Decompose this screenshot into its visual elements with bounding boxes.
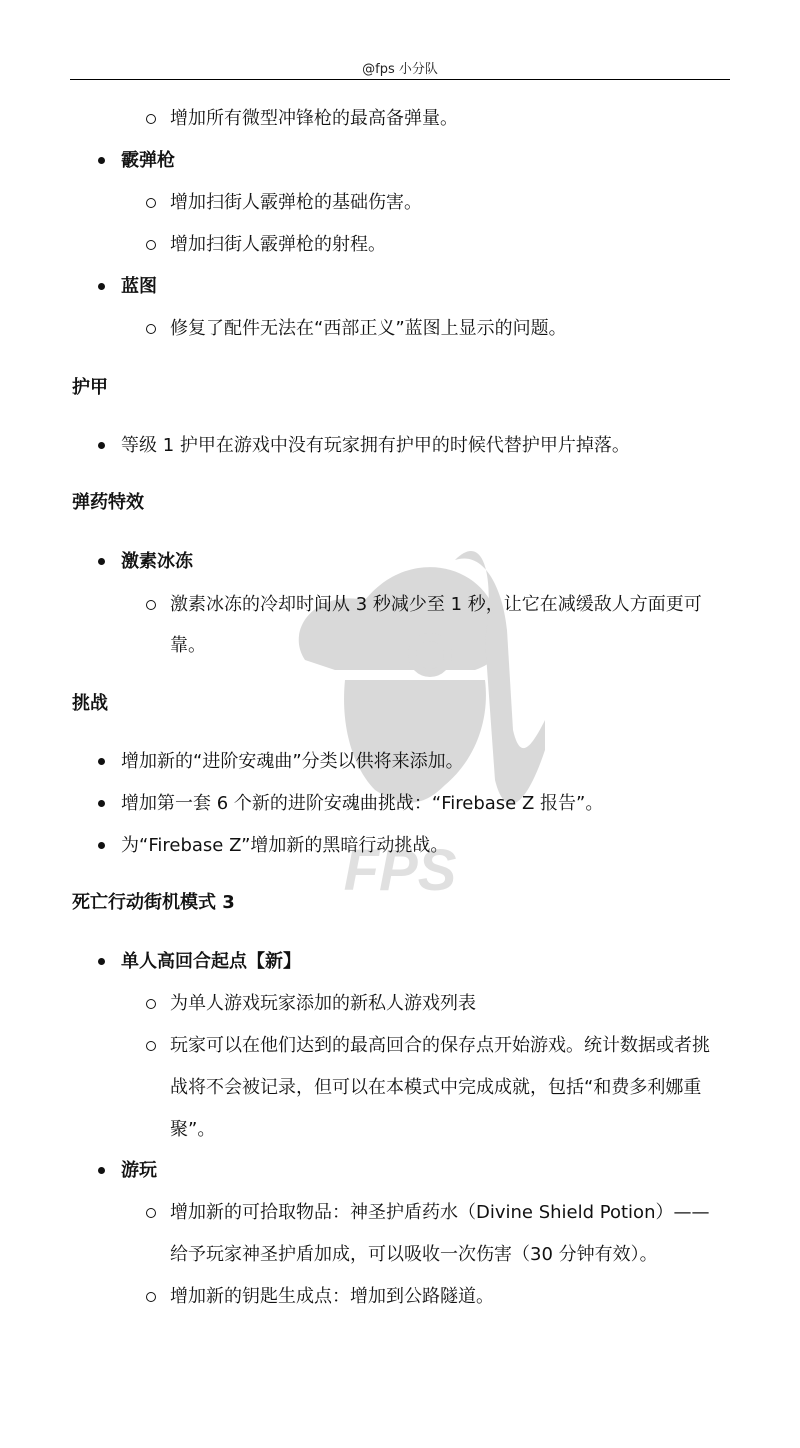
list-item: 为“Firebase Z”增加新的黑暗行动挑战。	[121, 835, 449, 856]
list-item: 等级 1 护甲在游戏中没有玩家拥有护甲的时候代替护甲片掉落。	[121, 435, 630, 456]
list-item-heading: 激素冰冻	[121, 551, 193, 572]
list-item: 增加新的可拾取物品：神圣护盾药水（Divine Shield Potion）——	[170, 1202, 710, 1223]
bullet-icon	[98, 442, 105, 449]
list-item: 修复了配件无法在“西部正义”蓝图上显示的问题。	[170, 318, 567, 339]
list-item-continuation: 聚”。	[170, 1119, 216, 1140]
list-item: 增加新的钥匙生成点：增加到公路隧道。	[170, 1286, 494, 1307]
sub-bullet-icon	[146, 114, 156, 124]
bullet-icon	[98, 958, 105, 965]
watermark-text: FPS	[343, 838, 457, 900]
section-heading: 死亡行动街机模式 3	[72, 892, 235, 913]
bullet-icon	[98, 283, 105, 290]
list-item: 增加所有微型冲锋枪的最高备弹量。	[170, 108, 458, 129]
list-item: 增加扫街人霰弹枪的射程。	[170, 234, 386, 255]
list-item-continuation: 给予玩家神圣护盾加成，可以吸收一次伤害（30 分钟有效）。	[170, 1244, 658, 1265]
list-item: 增加第一套 6 个新的进阶安魂曲挑战：“Firebase Z 报告”。	[121, 793, 604, 814]
sub-bullet-icon	[146, 999, 156, 1009]
sub-bullet-icon	[146, 1208, 156, 1218]
header-divider	[70, 79, 730, 80]
list-item-continuation: 靠。	[170, 635, 206, 656]
list-item-heading: 游玩	[121, 1160, 157, 1181]
bullet-icon	[98, 157, 105, 164]
sub-bullet-icon	[146, 240, 156, 250]
bullet-icon	[98, 758, 105, 765]
sub-bullet-icon	[146, 600, 156, 610]
sub-bullet-icon	[146, 1041, 156, 1051]
bullet-icon	[98, 1167, 105, 1174]
list-item: 玩家可以在他们达到的最高回合的保存点开始游戏。统计数据或者挑	[170, 1035, 710, 1056]
section-heading: 挑战	[72, 693, 108, 714]
sub-bullet-icon	[146, 1292, 156, 1302]
list-item: 增加新的“进阶安魂曲”分类以供将来添加。	[121, 751, 464, 772]
section-heading: 弹药特效	[72, 492, 144, 513]
section-heading: 护甲	[72, 377, 108, 398]
page-header: @fps 小分队	[362, 62, 438, 77]
list-item: 为单人游戏玩家添加的新私人游戏列表	[170, 993, 476, 1014]
list-item-heading: 蓝图	[121, 276, 157, 297]
bullet-icon	[98, 842, 105, 849]
list-item-heading: 单人高回合起点【新】	[121, 951, 301, 972]
bullet-icon	[98, 800, 105, 807]
list-item-continuation: 战将不会被记录，但可以在本模式中完成成就，包括“和费多利娜重	[170, 1077, 702, 1098]
sub-bullet-icon	[146, 324, 156, 334]
sub-bullet-icon	[146, 198, 156, 208]
list-item-heading: 霰弹枪	[121, 150, 175, 171]
list-item: 激素冰冻的冷却时间从 3 秒减少至 1 秒，让它在减缓敌人方面更可	[170, 594, 702, 615]
list-item: 增加扫街人霰弹枪的基础伤害。	[170, 192, 422, 213]
bullet-icon	[98, 558, 105, 565]
